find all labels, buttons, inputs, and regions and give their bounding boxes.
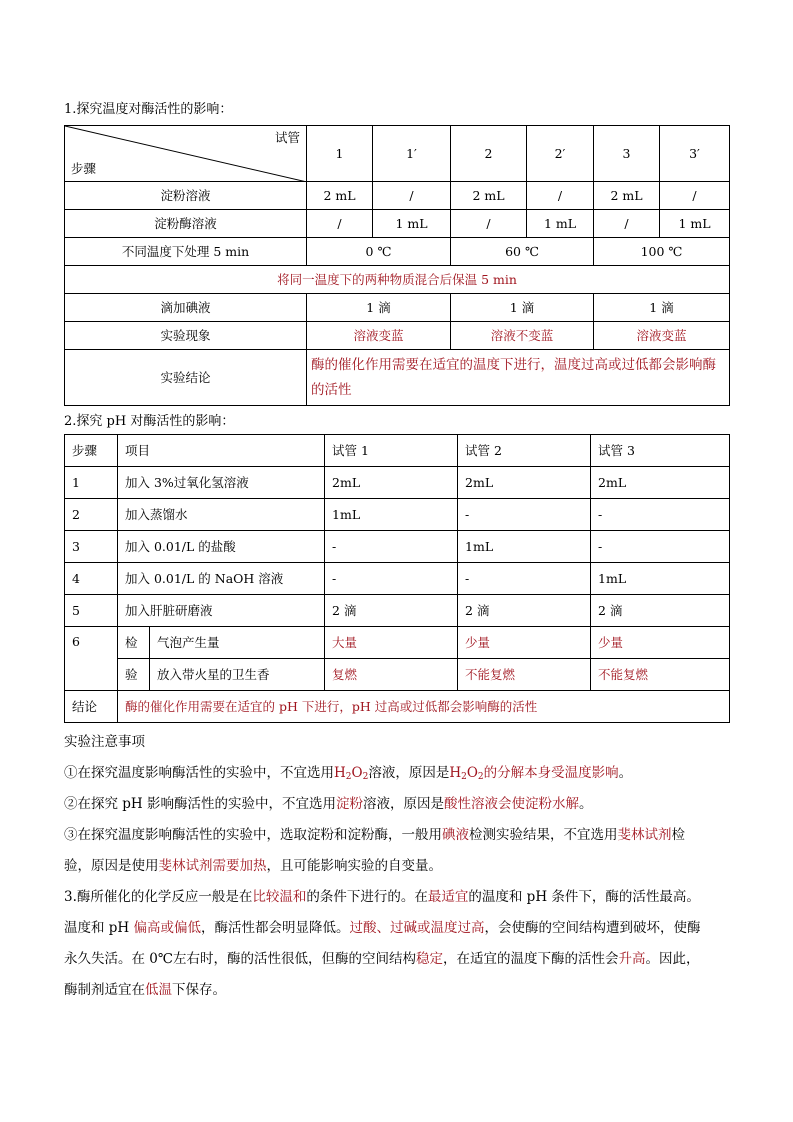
cell: 少量	[591, 627, 730, 659]
row-label: 滴加碘液	[65, 294, 307, 322]
step-cell: 3	[65, 531, 118, 563]
table-row	[65, 531, 730, 563]
diagonal-divider	[65, 126, 307, 182]
cell: 0 ℃	[307, 238, 451, 266]
header-cell: 项目	[118, 435, 325, 467]
item-cell: 加入肝脏研磨液	[118, 595, 325, 627]
tube-header: 3′	[660, 126, 730, 182]
cell: 溶液变蓝	[594, 322, 730, 350]
cell: 不能复燃	[458, 659, 591, 691]
tube-header: 2	[451, 126, 527, 182]
cell: /	[527, 182, 594, 210]
cell: 溶液不变蓝	[451, 322, 594, 350]
cell: /	[373, 182, 451, 210]
cell: 1 滴	[451, 294, 594, 322]
ph-experiment-table	[64, 434, 730, 723]
cell: 1mL	[458, 531, 591, 563]
table-row	[65, 563, 730, 595]
tube-header: 1	[307, 126, 373, 182]
cell: /	[307, 210, 373, 238]
cell: 2mL	[591, 467, 730, 499]
check-label-1: 检	[118, 627, 150, 659]
cell: 1mL	[591, 563, 730, 595]
cell: 1mL	[325, 499, 458, 531]
row-label: 实验现象	[65, 322, 307, 350]
table-row	[65, 627, 730, 659]
check-label-2: 验	[118, 659, 150, 691]
cell: -	[325, 531, 458, 563]
cell: /	[660, 182, 730, 210]
item-cell: 加入 0.01/L 的 NaOH 溶液	[118, 563, 325, 595]
corner-top-label: 试管	[274, 130, 300, 145]
cell: 2 滴	[325, 595, 458, 627]
note-2: ②在探究 pH 影响酶活性的实验中，不宜选用淀粉溶液，原因是酸性溶液会使淀粉水解。	[64, 796, 593, 812]
step-cell: 6	[65, 627, 118, 691]
item-cell: 加入 3%过氧化氢溶液	[118, 467, 325, 499]
row-label: 不同温度下处理 5 min	[65, 238, 307, 266]
tube-header: 1′	[373, 126, 451, 182]
item-cell: 气泡产生量	[150, 627, 325, 659]
conclusion-cell: 酶的催化作用需要在适宜的温度下进行，温度过高或过低都会影响酶的活性	[307, 350, 730, 406]
cell: 2 滴	[591, 595, 730, 627]
item-cell: 加入 0.01/L 的盐酸	[118, 531, 325, 563]
mix-row: 将同一温度下的两种物质混合后保温 5 min	[65, 266, 730, 294]
cell: 2 mL	[451, 182, 527, 210]
cell: 100 ℃	[594, 238, 730, 266]
conclusion-cell: 酶的催化作用需要在适宜的 pH 下进行，pH 过高或过低都会影响酶的活性	[118, 691, 730, 723]
row-label: 实验结论	[65, 350, 307, 406]
row-label: 淀粉酶溶液	[65, 210, 307, 238]
h2o2-formula: $H_2O_2$	[334, 765, 369, 782]
notes-heading: 实验注意事项	[64, 734, 145, 750]
cell: 1 mL	[373, 210, 451, 238]
cell: 溶液变蓝	[307, 322, 451, 350]
step-cell: 1	[65, 467, 118, 499]
corner-header-cell	[65, 126, 307, 182]
step-cell: 5	[65, 595, 118, 627]
cell: 1 mL	[660, 210, 730, 238]
cell: 1 滴	[594, 294, 730, 322]
note-1: ①在探究温度影响酶活性的实验中，不宜选用$H_2O_2$溶液，原因是$H_2O_2$的分解本身受温度影响。	[64, 765, 633, 782]
note-3: ③在探究温度影响酶活性的实验中，选取淀粉和淀粉酶，一般用碘液检测实验结果，不宜选用斐林试剂检 验，原因是使用斐林试剂需要加热，且可能影响实验的自变量。	[64, 827, 685, 874]
item-cell: 放入带火星的卫生香	[150, 659, 325, 691]
cell: 不能复燃	[591, 659, 730, 691]
tube-header: 2′	[527, 126, 594, 182]
table-row	[65, 499, 730, 531]
cell: -	[458, 499, 591, 531]
header-cell: 试管 1	[325, 435, 458, 467]
cell: -	[458, 563, 591, 595]
table-row	[65, 595, 730, 627]
header-cell: 试管 2	[458, 435, 591, 467]
notes-section	[64, 727, 729, 1006]
corner-bottom-label: 步骤	[71, 161, 97, 176]
section2-title: 2.探究 pH 对酶活性的影响：	[64, 414, 235, 429]
h2o2-formula: $H_2O_2$	[449, 765, 484, 782]
step-cell: 4	[65, 563, 118, 595]
cell: -	[591, 531, 730, 563]
table-row	[65, 467, 730, 499]
header-cell: 试管 3	[591, 435, 730, 467]
conclusion-label: 结论	[65, 691, 118, 723]
cell: 2 mL	[307, 182, 373, 210]
cell: 60 ℃	[451, 238, 594, 266]
step-cell: 2	[65, 499, 118, 531]
cell: 2 mL	[594, 182, 660, 210]
cell: 大量	[325, 627, 458, 659]
cell: 1 滴	[307, 294, 451, 322]
table-row	[65, 659, 730, 691]
cell: 少量	[458, 627, 591, 659]
tube-header: 3	[594, 126, 660, 182]
cell: 2mL	[458, 467, 591, 499]
temperature-experiment-table	[64, 125, 730, 406]
cell: /	[594, 210, 660, 238]
paragraph-3: 3.酶所催化的化学反应一般是在比较温和的条件下进行的。在最适宜的温度和 pH 条件下，酶的活性最高。 温度和 pH 偏高或偏低，酶活性都会明显降低。过酸、过碱或温度过高，会使酶的空间结构遭到破坏，使酶 永久失活。在 0℃左右时，酶的活性很低，但酶的空间结构稳定，在适宜的温度下酶的活性会升高。因此， 酶制剂适宜在低温下保存。	[64, 889, 701, 998]
row-label: 淀粉溶液	[65, 182, 307, 210]
cell: 2 滴	[458, 595, 591, 627]
header-cell: 步骤	[65, 435, 118, 467]
cell: -	[591, 499, 730, 531]
cell: /	[451, 210, 527, 238]
section1-title: 1.探究温度对酶活性的影响：	[64, 102, 233, 117]
item-cell: 加入蒸馏水	[118, 499, 325, 531]
cell: 1 mL	[527, 210, 594, 238]
cell: 2mL	[325, 467, 458, 499]
cell: -	[325, 563, 458, 595]
cell: 复燃	[325, 659, 458, 691]
